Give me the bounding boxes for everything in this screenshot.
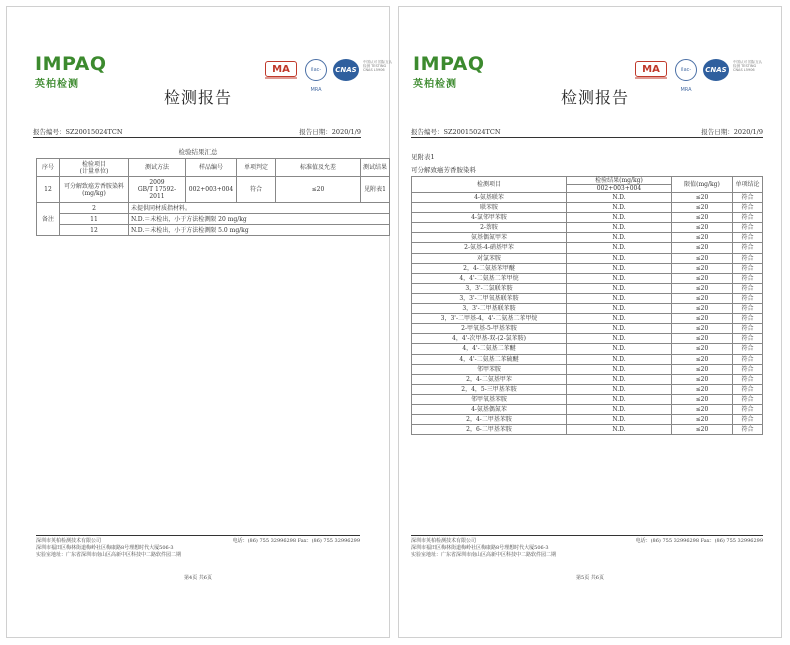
report-page-5 — [398, 6, 782, 638]
cell-verdict: 符合 — [733, 344, 763, 354]
cma-underline — [635, 77, 667, 79]
cell-limit: ≤20 — [672, 384, 733, 394]
cell-verdict: 符合 — [733, 354, 763, 364]
cnas-icon: CNAS — [703, 59, 729, 81]
cell-verdict: 符合 — [733, 425, 763, 435]
cell-item: 4-氨基联苯 — [412, 193, 567, 203]
table-row — [412, 273, 763, 283]
cell-item: 2-萘胺 — [412, 223, 567, 233]
footer-company: 深圳市英柏检测技术有限公司 — [36, 538, 102, 544]
report-number: 报告编号：SZ20015024TCN — [411, 128, 501, 136]
cell-item: 对氯苯胺 — [412, 253, 567, 263]
cell-result: N.D. — [567, 213, 672, 223]
col-header-item: 检验项目 (计量单位) — [60, 159, 129, 177]
table-row — [412, 223, 763, 233]
report-number: 报告编号：SZ20015024TCN — [33, 128, 123, 136]
cell-item: 可分解致癌芳香胺染料 (mg/kg) — [60, 177, 129, 203]
remark-row — [37, 225, 390, 236]
cell-result: N.D. — [567, 354, 672, 364]
aromatic-amine-table — [411, 176, 763, 435]
cell-result: N.D. — [567, 233, 672, 243]
cell-verdict: 符合 — [733, 193, 763, 203]
cell-verdict: 符合 — [733, 243, 763, 253]
cell-result: N.D. — [567, 324, 672, 334]
cell-verdict: 符合 — [733, 233, 763, 243]
cell-verdict: 符合 — [733, 223, 763, 233]
cell-verdict: 符合 — [733, 253, 763, 263]
cell-verdict: 符合 — [733, 273, 763, 283]
cell-verdict: 符合 — [733, 283, 763, 293]
footer-lab-address: 实验室地址：广东省深圳市南山区高新中区科技中二路软件园二期 — [411, 552, 557, 558]
table-row — [412, 213, 763, 223]
table-row — [412, 384, 763, 394]
ilac-mra-icon: ilac-MRA — [305, 59, 327, 81]
cell-item: 4-氯邻甲苯胺 — [412, 213, 567, 223]
amine-rows — [412, 193, 763, 435]
cell-limit: ≤20 — [672, 324, 733, 334]
col-header-result: 测试结果 — [361, 159, 390, 177]
report-title: 检测报告 — [560, 88, 629, 107]
cell-item: 4-氨基偶氮苯 — [412, 404, 567, 414]
table-row — [412, 293, 763, 303]
table-row — [412, 364, 763, 374]
table-row — [412, 374, 763, 384]
cell-item: 3，3'-二甲基-4，4'-二氨基二苯甲烷 — [412, 314, 567, 324]
cell-result: N.D. — [567, 203, 672, 213]
remark-row — [37, 214, 390, 225]
cell-limit: ≤20 — [672, 415, 733, 425]
cell-item: 2，4-二甲基苯胺 — [412, 415, 567, 425]
remark-no: 12 — [60, 225, 129, 236]
cell-verdict: 符合 — [733, 334, 763, 344]
col-header-method: 测试方法 — [129, 159, 186, 177]
col-header-result: 检验结果(mg/kg) — [567, 177, 672, 185]
cell-limit: ≤20 — [672, 354, 733, 364]
cell-result: 见附表1 — [361, 177, 390, 203]
cell-limit: ≤20 — [672, 364, 733, 374]
col-header-limit: 限值(mg/kg) — [672, 177, 733, 193]
cell-limit: ≤20 — [672, 293, 733, 303]
remark-row — [37, 203, 390, 214]
cnas-caption: 中国认可 国际互认 检测 TESTING CNAS L5906 — [733, 60, 763, 73]
cell-limit: ≤20 — [672, 394, 733, 404]
footer-lab-address: 实验室地址：广东省深圳市南山区高新中区科技中二路软件园二期 — [36, 552, 182, 558]
cell-limit: ≤20 — [672, 223, 733, 233]
cell-result: N.D. — [567, 253, 672, 263]
cell-result: N.D. — [567, 293, 672, 303]
table-header-row — [37, 159, 390, 177]
cell-item: 2-氨基-4-硝基甲苯 — [412, 243, 567, 253]
cell-verdict: 符合 — [733, 203, 763, 213]
cell-limit: ≤20 — [672, 425, 733, 435]
cell-verdict: 符合 — [733, 394, 763, 404]
cell-verdict: 符合 — [733, 304, 763, 314]
table-row — [412, 404, 763, 414]
cell-standard: ≤20 — [276, 177, 361, 203]
cell-item: 2，4-二氨基苯甲醚 — [412, 263, 567, 273]
col-header-no: 序号 — [37, 159, 60, 177]
cell-item: 联苯胺 — [412, 203, 567, 213]
cell-item: 3，3'-二甲氧基联苯胺 — [412, 293, 567, 303]
cell-no: 12 — [37, 177, 60, 203]
cma-mark-icon: MA — [265, 61, 297, 77]
page-number: 第5页 共6页 — [576, 575, 604, 581]
cell-verdict: 符合 — [733, 415, 763, 425]
table-header-row — [412, 177, 763, 185]
cell-result: N.D. — [567, 344, 672, 354]
cell-limit: ≤20 — [672, 263, 733, 273]
table-row — [412, 233, 763, 243]
remark-text: N.D.＝未检出，小于方法检测限 5.0 mg/kg — [129, 225, 390, 236]
logo-chinese-name: 英柏检测 — [35, 79, 79, 90]
report-meta-line — [33, 125, 361, 138]
cell-item: 3，3'-二氯联苯胺 — [412, 283, 567, 293]
cell-result: N.D. — [567, 384, 672, 394]
cell-result: N.D. — [567, 415, 672, 425]
footer-company: 深圳市英柏检测技术有限公司 — [411, 538, 477, 544]
cell-limit: ≤20 — [672, 253, 733, 263]
cell-result: N.D. — [567, 283, 672, 293]
table-row — [412, 344, 763, 354]
cell-limit: ≤20 — [672, 334, 733, 344]
cell-verdict: 符合 — [733, 213, 763, 223]
table-row — [37, 177, 390, 203]
table-row — [412, 283, 763, 293]
cell-limit: ≤20 — [672, 233, 733, 243]
col-header-item: 检测项目 — [412, 177, 567, 193]
page-footer — [411, 535, 763, 559]
cma-mark-icon: MA — [635, 61, 667, 77]
table-row — [412, 314, 763, 324]
col-header-standard: 标准值及允差 — [276, 159, 361, 177]
cell-item: 3，3'-二甲基联苯胺 — [412, 304, 567, 314]
cell-result: N.D. — [567, 223, 672, 233]
report-date: 报告日期：2020/1/9 — [701, 128, 763, 136]
cell-item: 4，4'-次甲基-双-(2-氯苯胺) — [412, 334, 567, 344]
cma-underline — [265, 77, 297, 79]
cell-limit: ≤20 — [672, 243, 733, 253]
cell-result: N.D. — [567, 263, 672, 273]
logo-wordmark: IMPAQ — [35, 53, 107, 75]
remark-text: 未提供同材质指材料。 — [129, 203, 390, 214]
appendix-subtitle: 可分解致癌芳香胺染料 — [411, 166, 476, 174]
cell-verdict: 符合 — [733, 324, 763, 334]
sample-id-header: 002+003+004 — [567, 185, 672, 193]
table-row — [412, 253, 763, 263]
cell-result: N.D. — [567, 273, 672, 283]
remark-no: 2 — [60, 203, 129, 214]
cnas-icon: CNAS — [333, 59, 359, 81]
cell-limit: ≤20 — [672, 344, 733, 354]
table-row — [412, 415, 763, 425]
cell-result: N.D. — [567, 243, 672, 253]
cell-result: N.D. — [567, 364, 672, 374]
results-summary-table — [36, 158, 390, 236]
ilac-mra-icon: ilac-MRA — [675, 59, 697, 81]
cell-item: 4，4'-二氨基二苯醚 — [412, 344, 567, 354]
cell-item: 氨基偶氮甲苯 — [412, 233, 567, 243]
cell-item: 2，6-二甲基苯胺 — [412, 425, 567, 435]
cell-result: N.D. — [567, 334, 672, 344]
cell-item: 邻甲苯胺 — [412, 364, 567, 374]
cell-sample: 002+003+004 — [186, 177, 237, 203]
report-meta-line — [411, 125, 763, 138]
cnas-caption: 中国认可 国际互认 检测 TESTING CNAS L5906 — [363, 60, 393, 73]
cell-verdict: 符合 — [733, 314, 763, 324]
cell-item: 2，4，5-三甲基苯胺 — [412, 384, 567, 394]
cell-item: 2，4-二氨基甲苯 — [412, 374, 567, 384]
report-title: 检测报告 — [163, 88, 232, 107]
cell-verdict: 符合 — [733, 384, 763, 394]
col-header-verdict: 单项判定 — [237, 159, 276, 177]
page-footer — [36, 535, 360, 559]
table-row — [412, 334, 763, 344]
cell-verdict: 符合 — [733, 293, 763, 303]
footer-contact: 电话：(86) 755 32996298 Fax：(86) 755 32996299 — [635, 538, 763, 544]
report-page-4 — [6, 6, 393, 638]
footer-address: 深圳市福田区梅林街道梅岭社区梅康路8号理想时代大厦506-3 — [36, 545, 174, 551]
remark-text: N.D.＝未检出，小于方法检测限 20 mg/kg — [129, 214, 390, 225]
table-row — [412, 203, 763, 213]
table-row — [412, 394, 763, 404]
cell-limit: ≤20 — [672, 404, 733, 414]
cell-limit: ≤20 — [672, 283, 733, 293]
cell-result: N.D. — [567, 193, 672, 203]
table-row — [412, 193, 763, 203]
cell-limit: ≤20 — [672, 203, 733, 213]
cell-limit: ≤20 — [672, 193, 733, 203]
cell-item: 邻甲氧基苯胺 — [412, 394, 567, 404]
table-row — [412, 354, 763, 364]
cell-limit: ≤20 — [672, 374, 733, 384]
report-date: 报告日期：2020/1/9 — [299, 128, 361, 136]
table-row — [412, 324, 763, 334]
table-row — [412, 263, 763, 273]
cell-result: N.D. — [567, 304, 672, 314]
remarks-label: 备注 — [37, 203, 60, 236]
logo-wordmark: IMPAQ — [413, 53, 485, 75]
table-row — [412, 425, 763, 435]
cell-limit: ≤20 — [672, 273, 733, 283]
table-row — [412, 304, 763, 314]
cell-item: 4，4'-二氨基二苯硫醚 — [412, 354, 567, 364]
cell-item: 4，4'-二氨基二苯甲烷 — [412, 273, 567, 283]
cell-result: N.D. — [567, 374, 672, 384]
remark-no: 11 — [60, 214, 129, 225]
cell-result: N.D. — [567, 404, 672, 414]
col-header-sample: 样品编号 — [186, 159, 237, 177]
cell-verdict: 符合 — [733, 263, 763, 273]
table-row — [412, 243, 763, 253]
logo-chinese-name: 英柏检测 — [413, 79, 457, 90]
cell-limit: ≤20 — [672, 213, 733, 223]
cell-verdict: 符合 — [733, 364, 763, 374]
summary-section-title: 检验结果汇总 — [178, 148, 218, 156]
cell-result: N.D. — [567, 394, 672, 404]
cell-limit: ≤20 — [672, 314, 733, 324]
cell-verdict: 符合 — [733, 404, 763, 414]
cell-limit: ≤20 — [672, 304, 733, 314]
page-number: 第4页 共6页 — [184, 575, 212, 581]
footer-address: 深圳市福田区梅林街道梅岭社区梅康路8号理想时代大厦506-3 — [411, 545, 549, 551]
cell-verdict: 符合 — [237, 177, 276, 203]
appendix-title: 见附表1 — [411, 153, 435, 161]
col-header-verdict: 单项结论 — [733, 177, 763, 193]
footer-contact: 电话：(86) 755 32996298 Fax：(86) 755 32996299 — [232, 538, 360, 544]
cell-result: N.D. — [567, 314, 672, 324]
cell-result: N.D. — [567, 425, 672, 435]
cell-verdict: 符合 — [733, 374, 763, 384]
cell-method: 2009 GB/T 17592- 2011 — [129, 177, 186, 203]
cell-item: 2-甲氧基-5-甲基苯胺 — [412, 324, 567, 334]
